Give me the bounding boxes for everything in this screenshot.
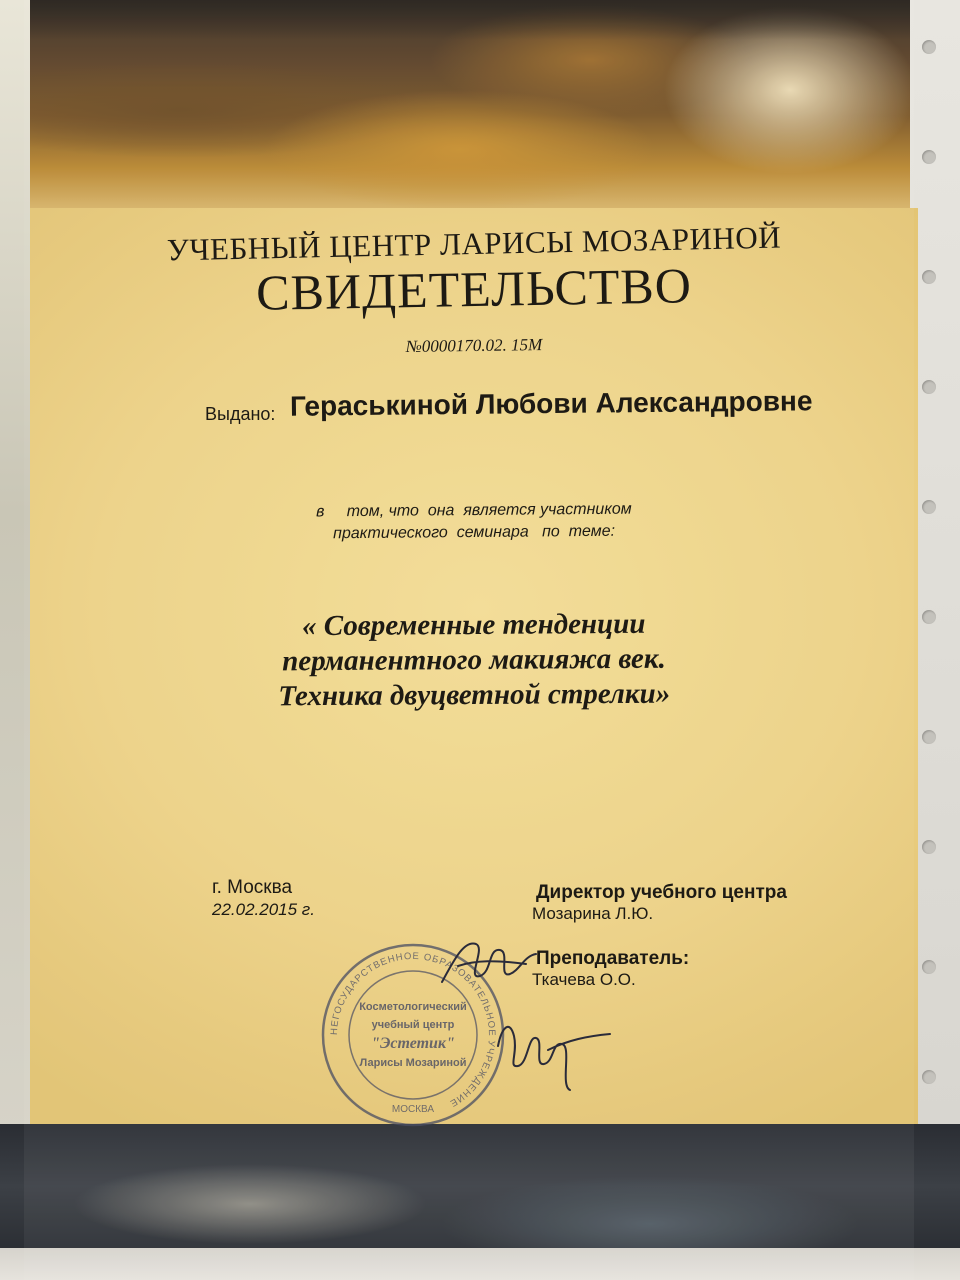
punch-hole	[922, 150, 936, 164]
recipient-name: Гераськиной Любови Александровне	[289, 385, 813, 422]
punch-hole	[922, 730, 936, 744]
punch-hole	[922, 610, 936, 624]
topic-line: Техника двуцветной стрелки»	[278, 677, 671, 713]
sleeve-punch-holes	[922, 0, 942, 1280]
stamp-line: учебный центр	[371, 1019, 455, 1031]
certificate-number: №0000170.02. 15М	[405, 335, 543, 356]
stamp-line: Косметологический	[359, 1001, 467, 1013]
director-name: Мозарина Л.Ю.	[532, 904, 654, 923]
seminar-topic	[30, 605, 919, 716]
statement-line: в том, что она является участником	[316, 500, 632, 521]
topic-line: перманентного макияжа век.	[282, 642, 666, 678]
organization-name: УЧЕБНЫЙ ЦЕНТР ЛАРИСЫ МОЗАРИНОЙ	[166, 219, 782, 268]
punch-hole	[922, 960, 936, 974]
director-title: Директор учебного центра	[536, 882, 787, 903]
punch-hole	[922, 500, 936, 514]
punch-hole	[922, 840, 936, 854]
teacher-title: Преподаватель:	[536, 948, 690, 969]
teacher-signature	[488, 1006, 618, 1096]
punch-hole	[922, 380, 936, 394]
punch-hole	[922, 1070, 936, 1084]
issue-date: 22.02.2015 г.	[212, 900, 315, 919]
document-title: СВИДЕТЕЛЬСТВО	[255, 257, 693, 321]
issue-city: г. Москва	[212, 877, 293, 898]
stamp-city: МОСКВА	[391, 1104, 435, 1115]
stamp-line: Ларисы Мозариной	[359, 1057, 467, 1069]
stamp-ring-text: НЕГОСУДАРСТВЕННОЕ ОБРАЗОВАТЕЛЬНОЕ УЧРЕЖДЕНИЕ	[328, 950, 498, 1110]
director-signature	[436, 930, 546, 1000]
stamp-line: "Эстетик"	[371, 1035, 455, 1052]
punch-hole	[922, 40, 936, 54]
topic-line: « Современные тенденции	[301, 607, 646, 643]
issued-label: Выдано:	[205, 404, 276, 424]
statement-text	[30, 496, 918, 548]
statement-line: практического семинара по теме:	[333, 522, 616, 543]
punch-hole	[922, 270, 936, 284]
teacher-name: Ткачева О.О.	[532, 970, 636, 989]
